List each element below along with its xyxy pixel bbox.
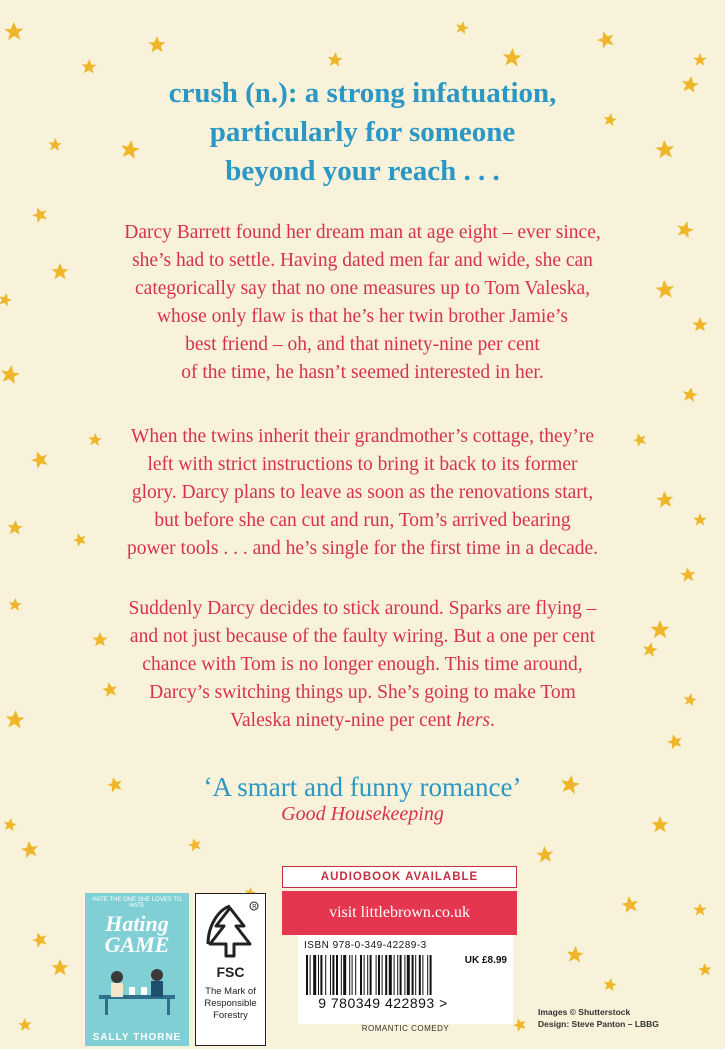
barcode-bar: [349, 955, 350, 995]
cover-top-text: HATE THE ONE SHE LOVES TO HATE: [92, 897, 182, 909]
star-icon: [327, 51, 343, 67]
barcode-bar: [367, 955, 368, 995]
barcode-bar: [352, 955, 353, 995]
review-source: Good Housekeeping: [281, 803, 444, 825]
barcode-bar: [318, 955, 319, 995]
blurb-paragraph-1: [60, 219, 665, 387]
blurb-italic-word: hers: [456, 710, 491, 731]
blurb-line: she’s had to settle. Having dated men far and wide, she can: [132, 250, 593, 271]
blurb-line: but before she can cut and run, Tom’s arrived bearing: [154, 510, 571, 531]
star-icon: [693, 903, 706, 916]
star-icon: [602, 977, 617, 992]
barcode-bar: [360, 955, 362, 995]
barcode-number: 9 780349 422893 >: [318, 995, 448, 1011]
blurb-line: whose only flaw is that he’s her twin brother Jamie’s: [156, 306, 569, 327]
barcode-bar: [430, 955, 432, 995]
star-icon: [4, 22, 24, 41]
star-icon: [693, 513, 706, 526]
barcode-icon: [304, 955, 474, 997]
blurb-line: of the time, he hasn’t seemed interested in her.: [181, 362, 544, 383]
cover-title-line: Hating: [105, 911, 169, 936]
star-icon: [620, 895, 640, 914]
barcode-bar: [310, 955, 311, 995]
isbn-text: ISBN 978-0-349-42289-3: [304, 940, 427, 951]
star-icon: [595, 29, 616, 50]
tagline-line: crush (n.): a strong infatuation,: [168, 77, 557, 109]
blurb-line: [60, 707, 665, 735]
star-icon: [698, 962, 712, 976]
genre-label: ROMANTIC COMEDY: [361, 1024, 450, 1033]
fsc-sub-line: Responsible: [204, 998, 257, 1009]
star-icon: [18, 1017, 32, 1031]
blurb-line: power tools . . . and he’s single for the first time in a decade.: [126, 538, 599, 559]
barcode-bar: [389, 955, 392, 995]
tagline-line: particularly for someone: [209, 116, 516, 148]
fsc-logo-box: [195, 893, 266, 1046]
blurb-line: glory. Darcy plans to leave as soon as the renovations start,: [131, 482, 594, 503]
image-credits: [538, 1006, 659, 1030]
star-icon: [81, 59, 97, 74]
tagline: [0, 74, 725, 191]
blurb-line: Darcy Barrett found her dream man at age eight – ever since,: [124, 222, 601, 243]
blurb-line: When the twins inherit their grandmother’s cottage, they’re: [130, 426, 595, 447]
star-icon: [0, 292, 13, 308]
barcode-bar: [343, 955, 346, 995]
star-icon: [682, 692, 697, 707]
star-icon: [566, 945, 584, 963]
blurb-line-end: .: [490, 710, 495, 731]
cover-illustration: [85, 963, 189, 1023]
price-text: UK £8.99: [464, 955, 507, 966]
fsc-tree-icon: [196, 896, 265, 964]
star-icon: [692, 317, 707, 331]
star-icon: [502, 47, 522, 66]
star-icon: [5, 709, 25, 729]
barcode-bar: [364, 955, 365, 995]
hating-game-cover: [85, 893, 189, 1046]
fsc-sub-line: Forestry: [213, 1010, 248, 1021]
star-icon: [536, 845, 554, 863]
audiobook-banner: AUDIOBOOK AVAILABLE: [282, 866, 517, 888]
barcode-bar: [394, 955, 395, 995]
credit-line: Images © Shutterstock: [538, 1007, 631, 1017]
barcode-bar: [341, 955, 342, 995]
barcode-bar: [332, 955, 334, 995]
blurb-line: categorically say that no one measures up to Tom Valeska,: [135, 278, 590, 299]
cover-title-line: GAME: [104, 932, 170, 957]
blurb-line-start: Valeska ninety-nine per cent: [230, 710, 457, 731]
barcode-bar: [422, 955, 423, 995]
barcode-bar: [330, 955, 331, 995]
blurb-line: chance with Tom is no longer enough. This time around,: [142, 654, 583, 675]
fsc-sub-text: [196, 986, 265, 1022]
star-icon: [148, 36, 165, 52]
barcode-bar: [382, 955, 383, 995]
barcode-panel: [298, 935, 513, 1024]
blurb-line: and not just because of the faulty wiring. But a one per cent: [129, 626, 596, 647]
review-quote: ‘A smart and funny romance’: [203, 772, 522, 802]
fsc-sub-line: The Mark of: [205, 986, 256, 997]
blurb-line: Darcy’s switching things up. She’s going to make Tom: [149, 682, 576, 703]
blurb-line: Suddenly Darcy decides to stick around. Sparks are flying –: [128, 598, 597, 619]
svg-text:R: R: [252, 904, 257, 911]
star-icon: [666, 732, 684, 750]
barcode-bar: [400, 955, 402, 995]
barcode-bar: [412, 955, 414, 995]
cover-title: [85, 913, 189, 955]
star-icon: [7, 519, 23, 535]
star-icon: [454, 20, 470, 35]
barcode-bar: [404, 955, 405, 995]
blurb-line: best friend – oh, and that ninety-nine per cent: [185, 334, 540, 355]
star-icon: [511, 1016, 528, 1032]
star-icon: [680, 566, 696, 581]
cover-author: SALLY THORNE: [92, 1032, 182, 1043]
star-icon: [30, 205, 49, 224]
barcode-bar: [419, 955, 421, 995]
star-icon: [693, 53, 706, 66]
barcode-bar: [415, 955, 416, 995]
barcode-bar: [376, 955, 377, 995]
barcode-bar: [325, 955, 326, 995]
barcode-bar: [306, 955, 308, 995]
visit-link[interactable]: visit littlebrown.co.uk: [282, 891, 517, 935]
blurb-paragraph-3: [60, 595, 665, 735]
barcode-bar: [385, 955, 387, 995]
credit-line: Design: Steve Panton – LBBG: [538, 1019, 659, 1029]
star-icon: [8, 597, 22, 611]
star-icon: [20, 840, 40, 859]
star-icon: [187, 837, 203, 853]
star-icon: [29, 449, 51, 470]
fsc-label: FSC: [216, 964, 245, 980]
barcode-bar: [378, 955, 380, 995]
star-icon: [0, 364, 21, 385]
barcode-bar: [407, 955, 410, 995]
star-icon: [51, 959, 68, 975]
barcode-bar: [427, 955, 428, 995]
barcode-bar: [313, 955, 316, 995]
star-icon: [30, 930, 49, 949]
blurb-line: left with strict instructions to bring it back to its former: [147, 454, 578, 475]
barcode-bar: [355, 955, 356, 995]
barcode-bar: [336, 955, 338, 995]
barcode-bar: [397, 955, 398, 995]
barcode-bar: [370, 955, 372, 995]
star-icon: [675, 219, 696, 239]
barcode-bar: [320, 955, 322, 995]
tagline-line: beyond your reach . . .: [225, 155, 500, 187]
blurb-paragraph-2: [60, 423, 665, 563]
star-icon: [681, 386, 698, 403]
